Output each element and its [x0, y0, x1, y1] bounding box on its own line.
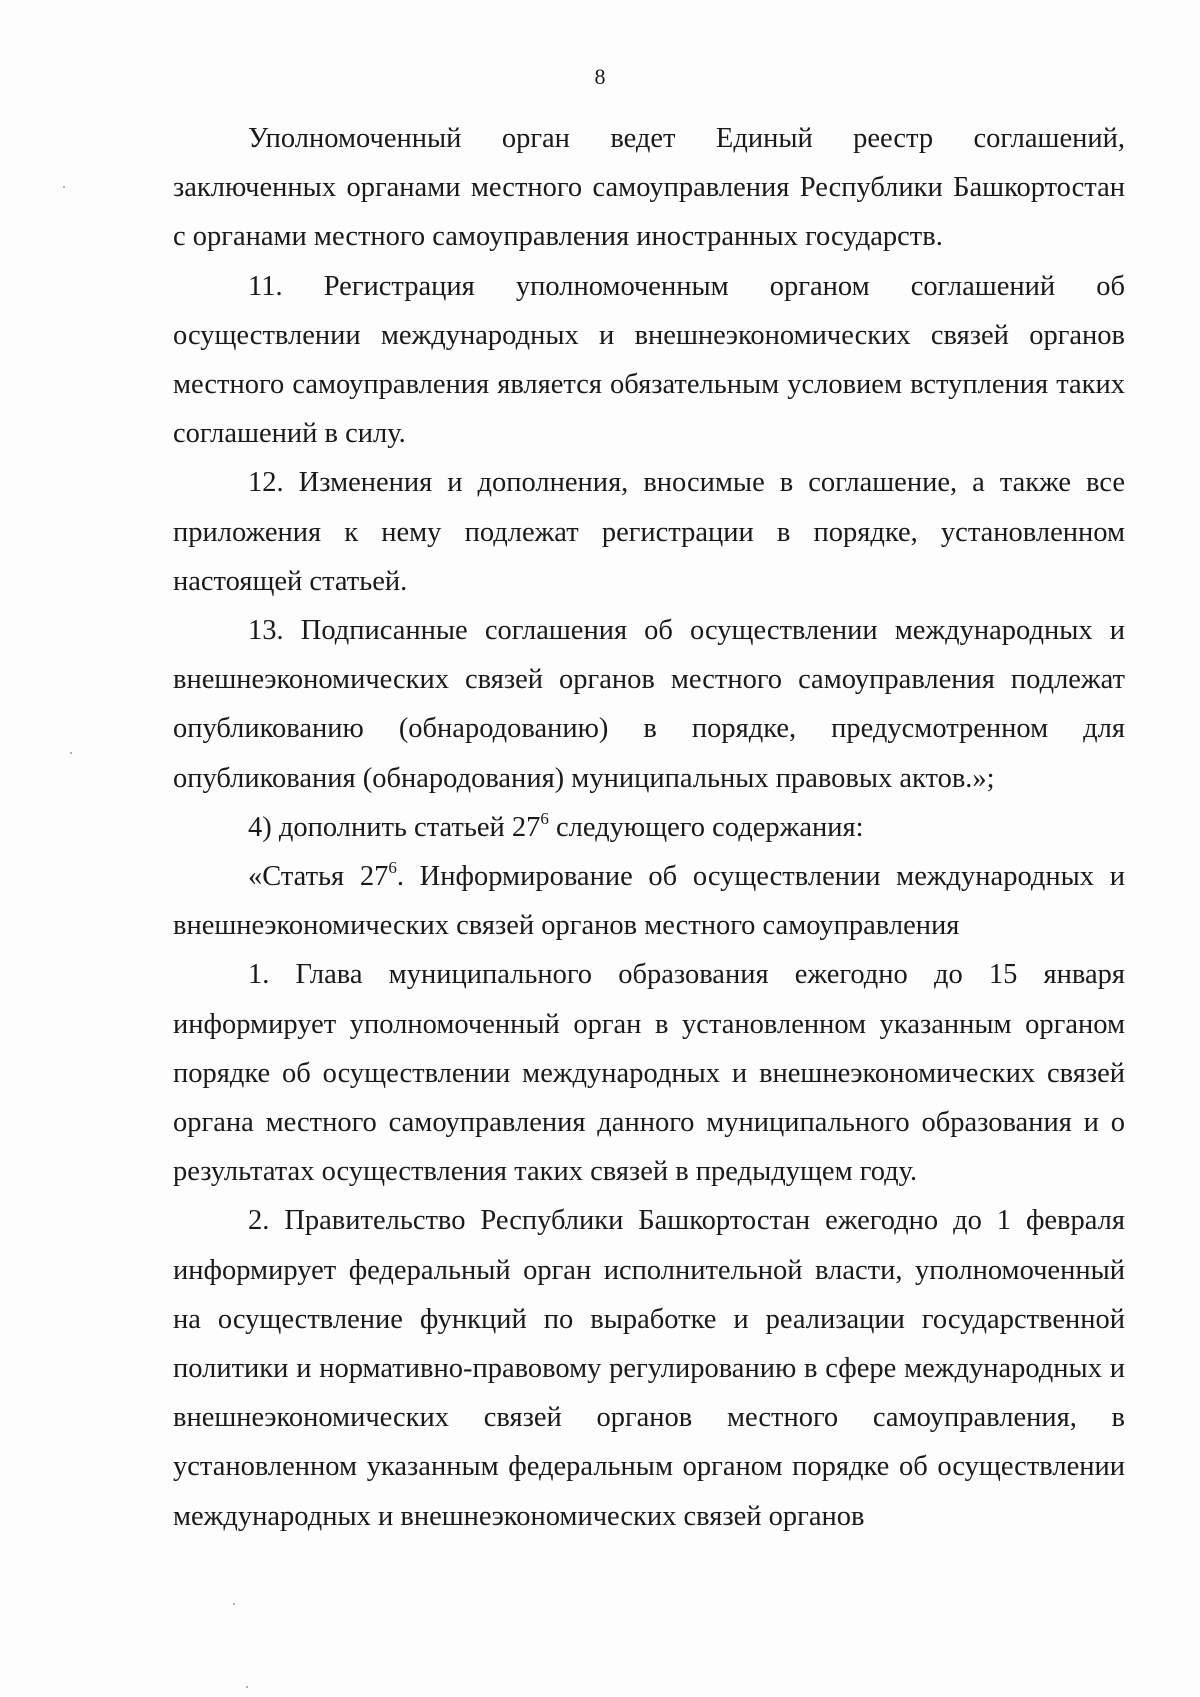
- article-heading-superscript: 6: [388, 858, 397, 878]
- paragraph-item-12: 12. Изменения и дополнения, вносимые в соглашение, а также все приложения к нему подлежат регистрации в порядке, установленном настоящей статьей.: [173, 467, 1125, 597]
- article-heading-text-start: «Статья 27: [248, 861, 389, 893]
- amendment-4-text-end: следующего содержания:: [548, 811, 864, 843]
- paragraph-article-heading: [173, 852, 1125, 950]
- scan-speck: [70, 752, 72, 754]
- page-number: 8: [594, 64, 606, 89]
- paragraph-article-item-2: 2. Правительство Республики Башкортостан ежегодно до 1 февраля информирует федеральный орган исполнительной власти, уполномоченный на осуществление функций по выработке и реализации государственной политики и нормативно-правовому регулированию в сфере международных и внешнеэкономических связей органов местного самоуправления, в установленном указанным федеральным органом порядке об осуществлении международных и внешнеэкономических связей органов: [173, 1205, 1125, 1532]
- scan-speck: [233, 1603, 235, 1605]
- paragraph-amendment-4: [173, 803, 1125, 852]
- amendment-4-text-start: 4) дополнить статьей 27: [248, 811, 541, 843]
- paragraph-item-11: 11. Регистрация уполномоченным органом соглашений об осуществлении международных и внешнеэкономических связей органов местного самоуправления является обязательным условием вступления таких соглашений в силу.: [173, 270, 1125, 450]
- article-heading-text-end: . Информирование об осуществлении международных и внешнеэкономических связей органов местного самоуправления: [173, 861, 1125, 942]
- paragraph-registry: Уполномоченный орган ведет Единый реестр соглашений, заключенных органами местного самоуправления Республики Башкортостан с органами местного самоуправления иностранных государств.: [173, 123, 1125, 253]
- paragraph-article-item-1: 1. Глава муниципального образования ежегодно до 15 января информирует уполномоченный орган в установленном указанным органом порядке об осуществлении международных и внешнеэкономических связей органа местного самоуправления данного муниципального образования и о результатах осуществления таких связей в предыдущем году.: [173, 959, 1125, 1188]
- scan-speck: [246, 1686, 248, 1688]
- document-body: [173, 114, 1125, 1541]
- paragraph-item-13: 13. Подписанные соглашения об осуществлении международных и внешнеэкономических связей органов местного самоуправления подлежат опубликованию (обнародованию) в порядке, предусмотренном для опубликования (обнародования) муниципальных правовых актов.»;: [173, 615, 1125, 794]
- scan-speck: [63, 186, 65, 188]
- amendment-4-superscript: 6: [540, 808, 549, 828]
